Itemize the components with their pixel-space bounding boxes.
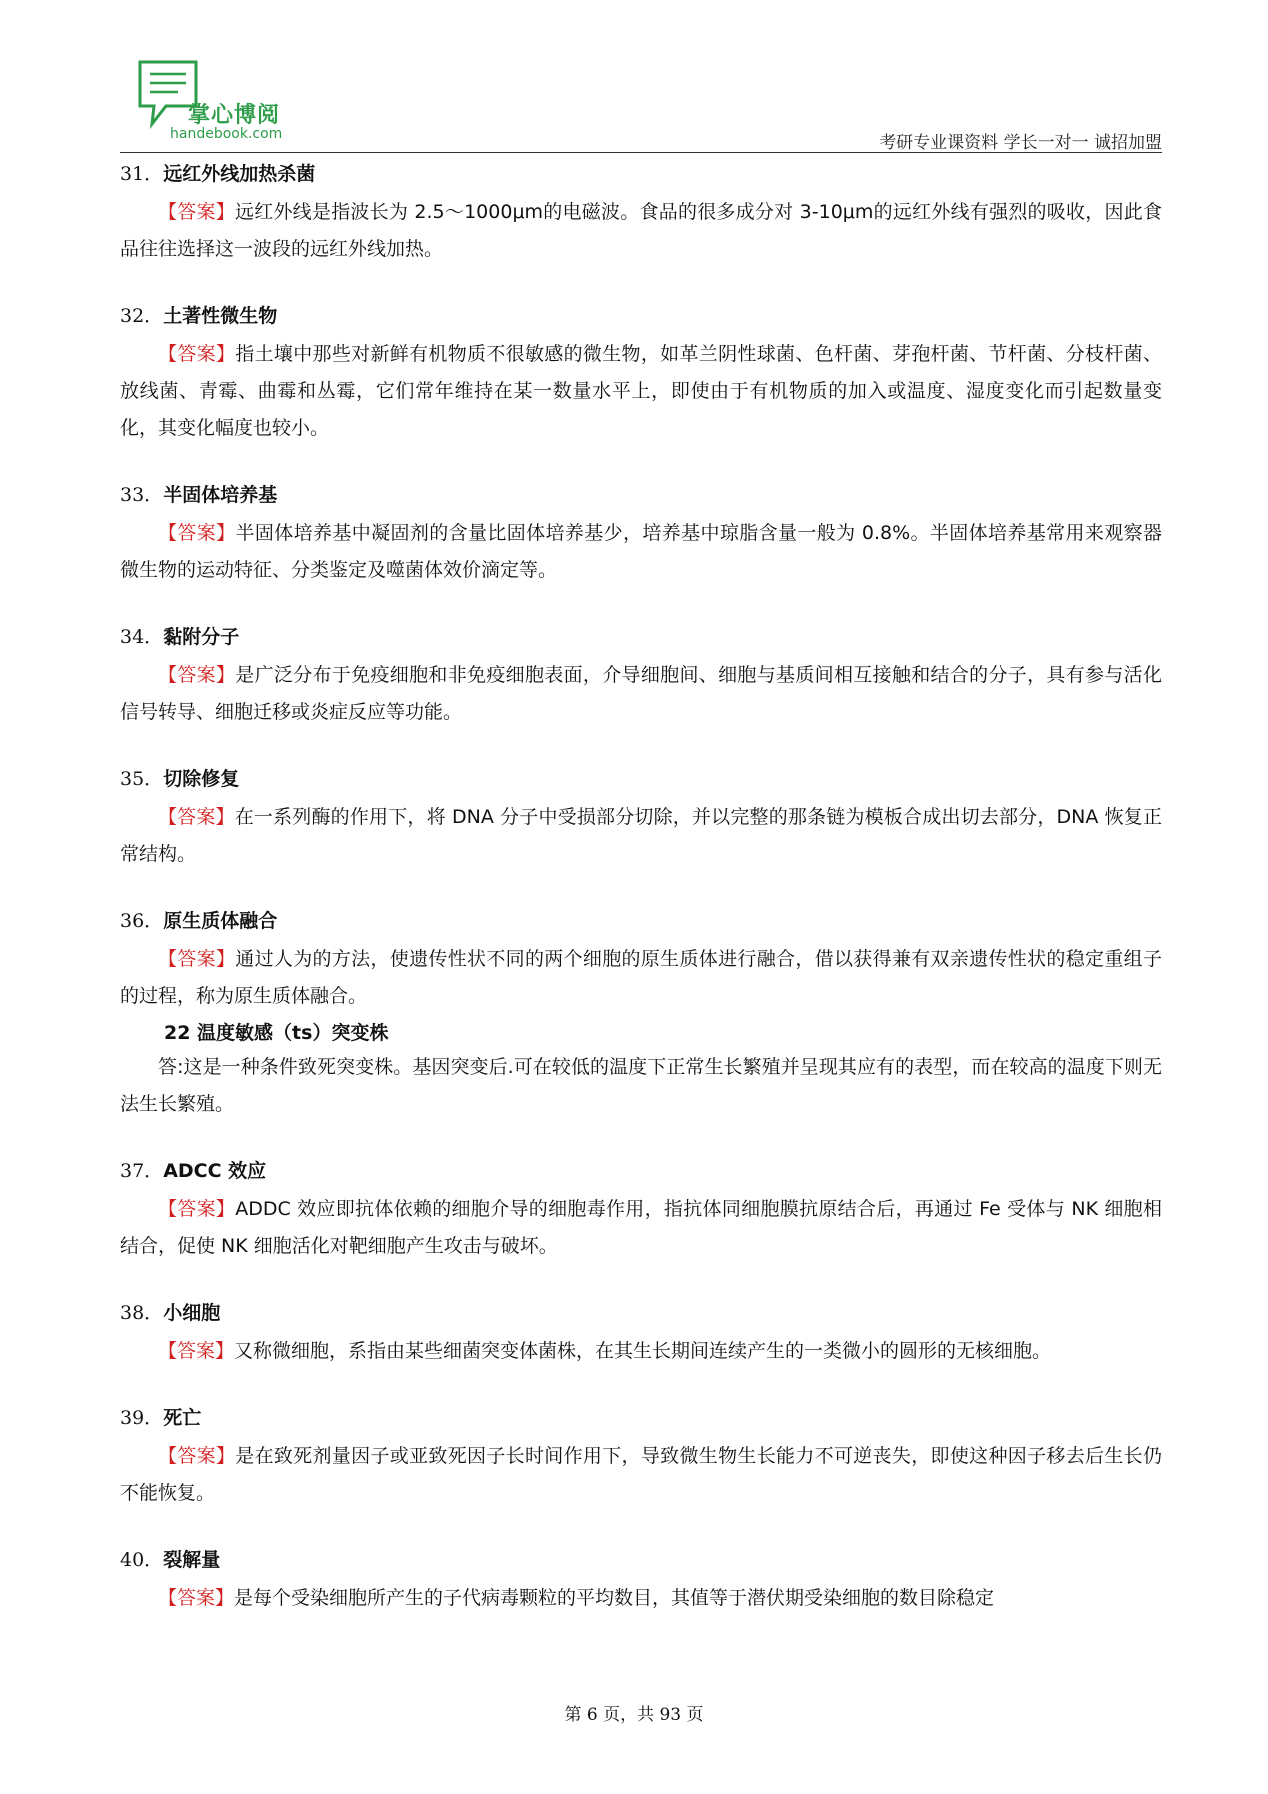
entry-number: 36． [120,910,164,932]
entry-title: 裂解量 [163,1549,221,1571]
entry-number: 38． [120,1302,164,1324]
answer-label: 【答案】 [158,806,235,828]
entry-number: 37． [120,1160,164,1182]
page-number: 第 6 页，共 93 页 [564,1705,704,1725]
answer-label: 【答案】 [158,1445,236,1467]
entry-number: 32． [120,305,164,327]
entry-answer: 通过人为的方法，使遗传性状不同的两个细胞的原生质体进行融合，借以获得兼有双亲遗传性状的稳定重组子的过程，称为原生质体融合。 [120,948,1162,1007]
logo-url: handebook.com [170,126,283,142]
answer-label: 【答案】 [158,343,236,365]
entry-answer: ADDC 效应即抗体依赖的细胞介导的细胞毒作用，指抗体同细胞膜抗原结合后，再通过 Fe 受体与 NK 细胞相结合，促使 NK 细胞活化对靶细胞产生攻击与破坏。 [120,1198,1162,1257]
entry-answer: 是广泛分布于免疫细胞和非免疫细胞表面，介导细胞间、细胞与基质间相互接触和结合的分子，具有参与活化信号转导、细胞迁移或炎症反应等功能。 [120,664,1162,723]
entry-40 [120,1546,1162,1617]
entry-32 [120,302,1162,447]
entry-31 [120,160,1162,268]
logo-text: 掌心博阅 [188,103,281,128]
entry-title: 小细胞 [163,1302,221,1324]
entry-answer: 远红外线是指波长为 2.5～1000μm的电磁波。食品的很多成分对 3-10μm的远红外线有强烈的吸收，因此食品往往选择这一波段的远红外线加热。 [120,201,1162,260]
answer-label: 【答案】 [158,522,236,544]
entry-39 [120,1404,1162,1512]
entry-33 [120,481,1162,589]
entry-title: 原生质体融合 [163,910,278,932]
entry-number: 33． [120,484,164,506]
entry-title: 半固体培养基 [163,484,278,506]
page-content [120,160,1162,1651]
entry-answer: 指土壤中那些对新鲜有机物质不很敏感的微生物，如革兰阴性球菌、色杆菌、芽孢杆菌、节杆菌、分枝杆菌、放线菌、青霉、曲霉和丛霉，它们常年维持在某一数量水平上，即使由于有机物质的加入或温度、湿度变化而引起数量变化，其变化幅度也较小。 [120,343,1162,439]
entry-answer: 半固体培养基中凝固剂的含量比固体培养基少，培养基中琼脂含量一般为 0.8%。半固体培养基常用来观察器微生物的运动特征、分类鉴定及噬菌体效价滴定等。 [120,522,1162,581]
entry-number: 39． [120,1407,164,1429]
page-header [120,58,1162,153]
entry-title: 土著性微生物 [163,305,278,327]
entry-title: ADCC 效应 [163,1160,267,1182]
sub-entry-answer: 答:这是一种条件致死突变株。基因突变后.可在较低的温度下正常生长繁殖并呈现其应有的表型，而在较高的温度下则无法生长繁殖。 [120,1056,1162,1115]
answer-label: 【答案】 [158,1340,235,1362]
entry-number: 40． [120,1549,164,1571]
answer-label: 【答案】 [158,948,236,970]
entry-number: 34． [120,626,164,648]
entry-answer: 又称微细胞，系指由某些细菌突变体菌株，在其生长期间连续产生的一类微小的圆形的无核细胞。 [234,1340,1052,1362]
header-rule [120,152,1162,153]
entry-34 [120,623,1162,731]
entry-title: 切除修复 [163,768,240,790]
sub-entry-title: 22 温度敏感（ts）突变株 [164,1022,389,1044]
entry-answer: 是每个受染细胞所产生的子代病毒颗粒的平均数目，其值等于潜伏期受染细胞的数目除稳定 [234,1587,995,1609]
entry-title: 死亡 [163,1407,202,1429]
answer-label: 【答案】 [158,1587,235,1609]
answer-label: 【答案】 [158,664,236,686]
answer-label: 【答案】 [158,201,235,223]
entry-number: 35． [120,768,164,790]
entry-38 [120,1299,1162,1370]
entry-number: 31． [120,163,164,185]
entry-36 [120,907,1162,1015]
header-slogan: 考研专业课资料 学长一对一 诚招加盟 [879,133,1162,153]
answer-label: 【答案】 [158,1198,236,1220]
entry-35 [120,765,1162,873]
entry-37 [120,1157,1162,1265]
entry-answer: 在一系列酶的作用下，将 DNA 分子中受损部分切除，并以完整的那条链为模板合成出切去部分，DNA 恢复正常结构。 [120,806,1162,865]
sub-entry [120,1019,1162,1123]
entry-title: 远红外线加热杀菌 [163,163,316,185]
entry-title: 黏附分子 [163,626,240,648]
entry-answer: 是在致死剂量因子或亚致死因子长时间作用下，导致微生物生长能力不可逆丧失，即使这种因子移去后生长仍不能恢复。 [120,1445,1162,1504]
